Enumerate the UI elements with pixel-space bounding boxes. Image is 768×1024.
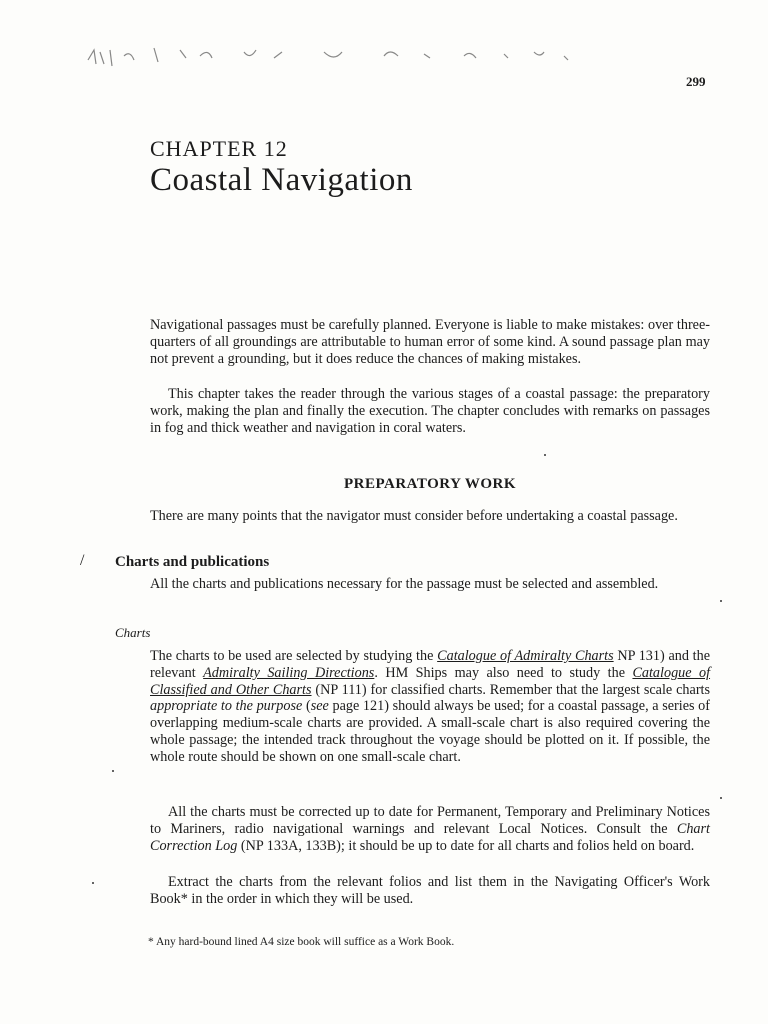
section-heading: PREPARATORY WORK [343,476,517,492]
speck [720,600,722,602]
text-run: ( [302,698,311,715]
subheading-charts: Charts [115,625,151,640]
section-paragraph: There are many points that the navigator must consider before undertaking a coastal passage. [150,508,678,524]
speck [112,770,114,772]
text-run: The charts to be used are selected by studying the [150,648,438,664]
footnote: * Any hard-bound lined A4 size book will suffice as a Work Book. [148,936,455,948]
speck [544,454,546,456]
charts-publications-paragraph: All the charts and publications necessary for the passage must be selected and assembled. [150,576,659,592]
text-run: (NP 133A, 133B); it should be up to date for all charts and folios held on board. [237,837,695,854]
text-run: (NP 111) for classified charts. Remember that the largest scale charts [311,681,711,698]
publication-title: Admiralty Sailing Directions [203,664,375,681]
text-run: NP 131) and the relevant [150,648,711,681]
chapter-title: Coastal Navigation [150,162,413,198]
handwritten-scribble [84,38,584,72]
text-run: page 121) should always be used; for a coastal passage, a series of overlapping medium-scale charts are provided. A small-scale chart is also required covering the whole passage; the intended track throughout the voyage should be plotted on it. If possible, the whole route should be shown on one small-scale chart. [150,698,710,765]
publication-title: Catalogue of Classified and Other Charts [150,664,711,698]
speck [92,882,94,884]
margin-mark: / [80,552,85,569]
chapter-label: CHAPTER 12 [150,136,288,161]
emphasis: see [310,698,329,715]
intro-paragraph-2: This chapter takes the reader through the various stages of a coastal passage: the preparatory work, making the plan and finally the execution. The chapter concludes with remarks on passages in fog and thick weather and navigation in coral waters. [150,386,710,437]
page-number: 299 [686,74,706,89]
publication-title: Catalogue of Admiralty Charts [437,648,614,664]
subheading-charts-publications: Charts and publications [115,554,270,570]
speck [720,797,722,799]
intro-paragraph-1: Navigational passages must be carefully planned. Everyone is liable to make mistakes: over three-quarters of all groundings are attributable to human error of some kind. A sound passage plan may not prevent a grounding, but it does reduce the chances of making mistakes. [150,317,710,368]
charts-paragraph-2 [150,804,710,854]
charts-paragraph-3: Extract the charts from the relevant folios and list them in the Navigating Officer's Work Book* in the order in which they will be used. [150,874,710,907]
publication-title: Chart Correction Log [150,820,710,854]
charts-paragraph-1 [150,648,710,766]
text-run: . HM Ships may also need to study the [374,664,633,681]
emphasis: appropriate to the purpose [150,698,303,715]
text-run: All the charts must be corrected up to date for Permanent, Temporary and Preliminary Notices to Mariners, radio navigational warnings and relevant Local Notices. Consult the [150,804,710,837]
